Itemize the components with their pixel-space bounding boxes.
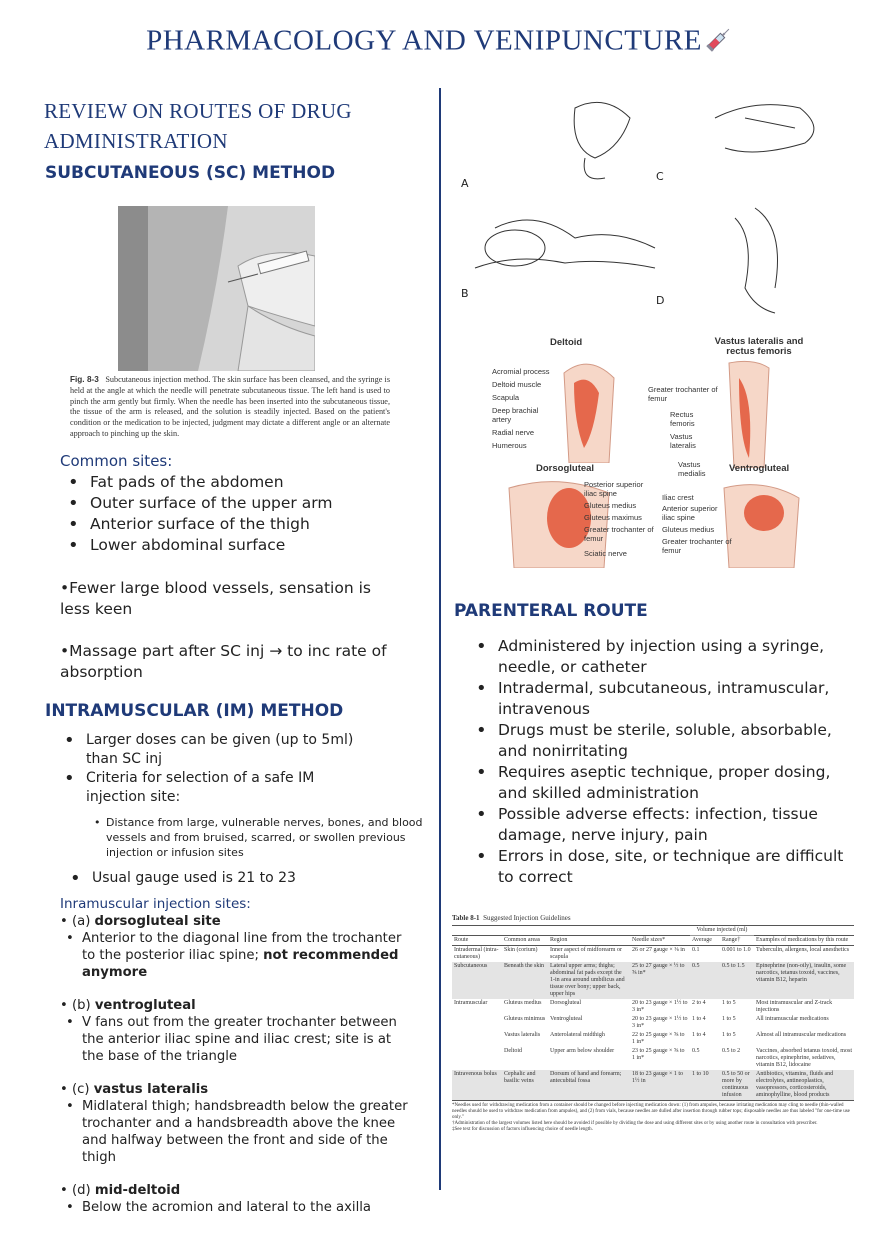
- table-header: Range†: [720, 936, 754, 946]
- table-row: [452, 999, 854, 1015]
- table-cell: Intramuscular: [454, 1000, 488, 1006]
- anatomy-label: Rectus femoris: [670, 410, 695, 428]
- list-item: • Intradermal, subcutaneous, intramuscular, intravenous: [468, 678, 848, 720]
- list-item: • Drugs must be sterile, soluble, absorbable, and nonirritating: [468, 720, 848, 762]
- figure-letter-d: D: [656, 294, 665, 307]
- list-item: • Criteria for selection of a safe IM injection site:: [56, 769, 396, 807]
- site-prefix: • (a): [60, 914, 95, 929]
- table-cell: 0.001 to 1.0: [722, 947, 751, 953]
- table-cell: Lateral upper arms; thighs; abdominal fat pads except the 1-in area around umbilicus and tissue over bony; upper back, upper hips: [550, 963, 625, 997]
- table-cell: Vastus lateralis: [504, 1032, 541, 1038]
- im-bullets: [56, 731, 396, 807]
- im-sites-anatomy-figure: [484, 333, 814, 568]
- anatomy-label: Scapula: [492, 393, 520, 402]
- anatomy-label: Greater trochanter of femur: [584, 525, 654, 543]
- table-header: Needle sizes*: [630, 936, 690, 946]
- table-row: [452, 1047, 854, 1070]
- table-cell: [452, 1015, 502, 1031]
- list-item: • Larger doses can be given (up to 5ml) than SC inj: [56, 731, 396, 769]
- site-prefix: • (d): [60, 1183, 95, 1198]
- table-cell: 22 to 25 gauge × ⅝ to 1 in*: [632, 1032, 685, 1045]
- table-cell: 1 to 4: [692, 1016, 706, 1022]
- table-footnotes: [452, 1103, 854, 1133]
- table-header: Region: [548, 936, 630, 946]
- table-cell: Dorsogluteal: [550, 1000, 581, 1006]
- site-description: • V fans out from the greater trochanter between the anterior iliac spine and iliac crest; site is at the base of the triangle: [60, 1014, 415, 1065]
- im-site-b: [60, 997, 415, 1065]
- ventrogluteal-title: Ventrogluteal: [729, 463, 790, 474]
- list-item: • Fat pads of the abdomen: [60, 472, 400, 493]
- table-header: Common areas: [502, 936, 548, 946]
- table-cell: 18 to 23 gauge × 1 to 1½ in: [632, 1071, 684, 1084]
- table-cell: 20 to 23 gauge × 1½ to 3 in*: [632, 1000, 688, 1013]
- table-cell: All intramuscular medications: [756, 1016, 829, 1022]
- guidelines-table: [452, 925, 854, 1101]
- table-title: [452, 914, 854, 922]
- list-item: • Errors in dose, site, or technique are difficult to correct: [468, 846, 848, 888]
- site-name: vastus lateralis: [93, 1082, 209, 1097]
- table-cell: Inner aspect of midforearm or scapula: [550, 947, 622, 960]
- ventrogluteal-labels: [662, 493, 732, 555]
- anatomy-label: Humerous: [492, 441, 527, 450]
- site-name: dorsogluteal site: [94, 914, 221, 929]
- table-cell: 20 to 23 gauge × 1½ to 3 in*: [632, 1016, 688, 1029]
- im-site-c: [60, 1081, 415, 1166]
- injection-guidelines-table: [452, 914, 854, 1176]
- site-description: • Midlateral thigh; handsbreadth below the greater trochanter and a handsbreadth above the knee and halfway between the front and side of the thigh: [60, 1098, 415, 1166]
- list-item: • Possible adverse effects: infection, tissue damage, nerve injury, pain: [468, 804, 848, 846]
- anatomy-label: Anterior superior iliac spine: [662, 504, 718, 522]
- site-name: mid-deltoid: [94, 1183, 181, 1198]
- table-row: [452, 946, 854, 963]
- sc-heading: SUBCUTANEOUS (SC) METHOD: [45, 163, 336, 183]
- table-cell: Gluteus minimus: [504, 1016, 546, 1022]
- table-cell: 0.5 to 50 or more by continuous infusion: [722, 1071, 750, 1098]
- figure-number: Fig. 8-3: [70, 375, 99, 384]
- table-row: [452, 1031, 854, 1047]
- table-cell: 26 or 27 gauge × ⅜ in: [632, 947, 685, 953]
- vastus-labels: [648, 385, 718, 478]
- table-cell: 0.5 to 2: [722, 1048, 741, 1054]
- im-site-d: [60, 1182, 415, 1216]
- table-cell: Intravenous bolus: [454, 1071, 497, 1077]
- table-cell: Upper arm below shoulder: [550, 1048, 615, 1054]
- table-cell: Most intramuscular and Z-track injections: [756, 1000, 833, 1013]
- im-heading: INTRAMUSCULAR (IM) METHOD: [45, 701, 344, 721]
- table-cell: Vaccines, absorbed tetanus toxoid, most narcotics, epinephrine, sedatives, vitamin B12, lidocaine: [756, 1048, 852, 1068]
- anatomy-label: Greater trochanter of femur: [662, 537, 732, 555]
- site-prefix: • (c): [60, 1082, 94, 1097]
- list-item: • Outer surface of the upper arm: [60, 493, 400, 514]
- table-cell: 1 to 5: [722, 1016, 736, 1022]
- table-cell: 1 to 4: [692, 1032, 706, 1038]
- figure-letter-a: A: [461, 177, 469, 190]
- figure-caption-text: Subcutaneous injection method. The skin surface has been cleansed, and the syringe is held at the angle at which the needle will penetrate subcutaneous tissue. The left hand is used to pinch the arm gently but firmly. When the needle has been inserted into the subcutaneous tissue, the tissue of the arm is released, and the solution is steadily injected. Based on the patient's condition or the medication to be injected, judgment may dictate a different angle or an alternate approach to pinching up the skin.: [70, 375, 390, 438]
- site-description: • Below the acromion and lateral to the axilla: [60, 1199, 415, 1216]
- table-cell: 25 to 27 gauge × ½ to ⅝ in*: [632, 963, 685, 976]
- dorsogluteal-labels: [584, 480, 654, 558]
- table-cell: 0.5: [692, 1048, 700, 1054]
- list-item: • Distance from large, vulnerable nerves, bones, and blood vessels and from bruised, scarred, or swollen previous injection or infusion sites: [84, 815, 434, 860]
- table-cell: 0.1: [692, 947, 700, 953]
- sc-injection-photo: [118, 206, 315, 371]
- figure-letter-b: B: [461, 287, 469, 300]
- parenteral-heading: PARENTERAL ROUTE: [454, 601, 648, 621]
- dorsogluteal-title: Dorsogluteal: [536, 463, 595, 474]
- anatomy-label: Sciatic nerve: [584, 549, 627, 558]
- table-cell: Almost all intramuscular medications: [756, 1032, 847, 1038]
- list-item: • Anterior surface of the thigh: [60, 514, 400, 535]
- list-item: • Requires aseptic technique, proper dosing, and skilled administration: [468, 762, 848, 804]
- syringe-icon: [704, 24, 734, 62]
- anatomy-label: Greater trochanter of femur: [648, 385, 718, 403]
- site-description: [60, 930, 415, 981]
- list-item: • Administered by injection using a syringe, needle, or catheter: [468, 636, 848, 678]
- review-heading: REVIEW ON ROUTES OF DRUG ADMINISTRATION: [44, 99, 352, 153]
- site-emphasis: not recommended anymore: [82, 948, 399, 980]
- table-cell: [452, 1031, 502, 1047]
- table-cell: Epinephrine (non-oily), insulin, some narcotics, tetanus toxoid, vaccines, vitamin B12, heparin: [756, 963, 847, 983]
- site-desc-text: Anterior to the diagonal line from the trochanter to the posterior iliac spine;: [82, 931, 402, 963]
- table-header: Average: [690, 936, 720, 946]
- page-title-text: PHARMACOLOGY AND VENIPUNCTURE: [146, 24, 702, 57]
- table-header: Route: [452, 936, 502, 946]
- table-cell: Ventrogluteal: [550, 1016, 583, 1022]
- table-cell: 23 to 25 gauge × ⅝ to 1 in*: [632, 1048, 685, 1061]
- im-site-a: [60, 913, 415, 981]
- anatomy-label: Deep brachial artery: [492, 406, 539, 424]
- table-row: [452, 1070, 854, 1101]
- deltoid-labels: [492, 367, 562, 450]
- anatomy-label: Deltoid muscle: [492, 380, 542, 389]
- table-cell: Anterolateral midthigh: [550, 1032, 605, 1038]
- figure-letter-c: C: [656, 170, 664, 183]
- anatomy-label: Radial nerve: [492, 428, 535, 437]
- table-cell: Skin (corium): [504, 947, 538, 953]
- column-divider: [439, 88, 441, 1190]
- table-cell: 1 to 5: [722, 1000, 736, 1006]
- list-item: • Usual gauge used is 21 to 23: [62, 869, 392, 888]
- table-header: Examples of medications by this route: [754, 936, 854, 946]
- anatomy-label: Posterior superior iliac spine: [584, 480, 644, 498]
- im-gauge: [62, 869, 392, 888]
- table-cell: 0.5: [692, 963, 700, 969]
- table-cell: Antibiotics, vitamins, fluids and electrolytes, antineoplastics, vasopressors, corticosteroids, aminophylline, blood products: [756, 1071, 834, 1098]
- table-cell: 1 to 10: [692, 1071, 709, 1077]
- table-cell: 2 to 4: [692, 1000, 706, 1006]
- site-prefix: • (b): [60, 998, 95, 1013]
- deltoid-title: Deltoid: [550, 337, 583, 348]
- im-sub-bullets: [84, 815, 434, 860]
- sc-note-massage: •Massage part after SC inj → to inc rate of absorption: [60, 642, 387, 681]
- footnote: ‡See text for discussion of factors influencing choice of needle length.: [452, 1127, 593, 1132]
- anatomy-label: Acromial process: [492, 367, 550, 376]
- anatomy-label: Gluteus medius: [662, 525, 715, 534]
- sc-figure-caption: [70, 375, 390, 440]
- sc-sites-list: [60, 472, 400, 556]
- anatomy-label: Vastus lateralis: [670, 432, 696, 450]
- table-title-text: Suggested Injection Guidelines: [483, 914, 571, 922]
- table-cell: Dorsum of hand and forearm; antecubital fossa: [550, 1071, 622, 1084]
- vastus-title: Vastus lateralis and rectus femoris: [714, 336, 804, 357]
- table-cell: Cephalic and basilic veins: [504, 1071, 536, 1084]
- sc-note-vessels: •Fewer large blood vessels, sensation is less keen: [60, 579, 371, 618]
- anatomy-label: Gluteus maximus: [584, 513, 642, 522]
- table-group-header: Volume injected (ml): [690, 926, 754, 936]
- page-title: [0, 24, 880, 62]
- table-row: [452, 1015, 854, 1031]
- table-cell: Gluteus medius: [504, 1000, 542, 1006]
- table-cell: Tuberculin, allergens, local anesthetics: [756, 947, 850, 953]
- table-cell: Beneath the skin: [504, 963, 544, 969]
- anatomy-label: Vastus medialis: [678, 460, 706, 478]
- table-cell: 0.5 to 1.5: [722, 963, 745, 969]
- site-name: ventrogluteal: [94, 998, 196, 1013]
- table-cell: [452, 1047, 502, 1070]
- anatomy-label: Iliac crest: [662, 493, 694, 502]
- table-number: Table 8-1: [452, 914, 480, 922]
- parenteral-list: [468, 636, 848, 888]
- table-cell: Deltoid: [504, 1048, 522, 1054]
- footnote: †Administration of the largest volumes listed here should be avoided if possible by dividing the dose and using different sites or by using another route in consultation with prescriber.: [452, 1121, 818, 1126]
- table-cell: Intradermal (intra-cutaneous): [454, 947, 499, 960]
- im-sites-label: Inramuscular injection sites:: [60, 896, 251, 912]
- sc-common-sites-label: Common sites:: [60, 452, 173, 470]
- table-cell: Subcutaneous: [454, 963, 488, 969]
- im-sites: [60, 896, 415, 1216]
- table-cell: 1 to 5: [722, 1032, 736, 1038]
- table-row: [452, 962, 854, 999]
- anatomy-label: Gluteus medius: [584, 501, 637, 510]
- list-item: • Lower abdominal surface: [60, 535, 400, 556]
- anatomy-line-drawings: [455, 88, 860, 318]
- footnote: *Needles used for withdrawing medication from a container should be changed before injecting medication down: (1) from ampules, because irritating medication may cling to needle (thin-walled needles should be used to withdraw medication from ampules), and (2) from vials, because needles are dulled after insertion through rubber tops; disposable needles are thus labeled "for one-time use only.": [452, 1103, 850, 1120]
